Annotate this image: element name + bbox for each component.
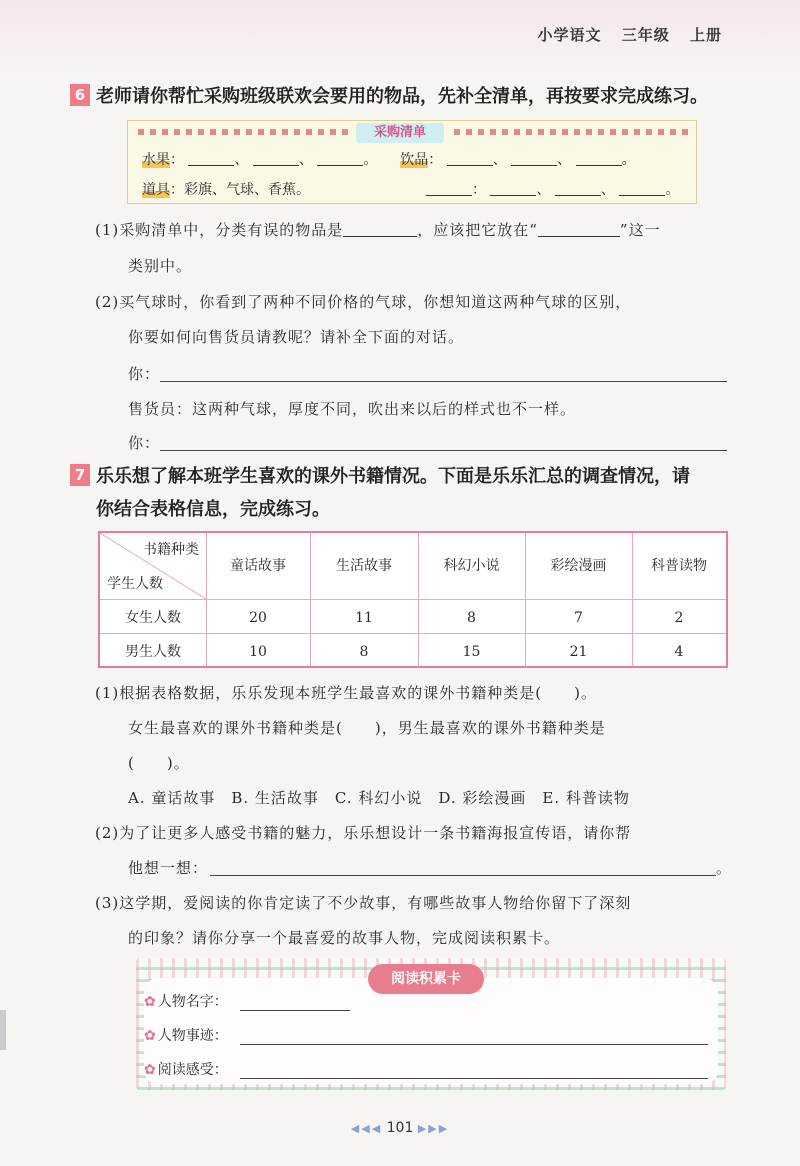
q6-part1-line1	[95, 217, 661, 243]
q7-p2-end: 。	[716, 859, 733, 877]
extra-blank-3[interactable]	[619, 181, 665, 196]
table-cell: 21	[569, 644, 588, 660]
fruit-end: 。	[363, 152, 378, 168]
table-cell: 11	[355, 610, 373, 626]
reading-row-deeds-label: 人物事迹：	[157, 1028, 228, 1044]
card-decoration-right	[454, 129, 688, 135]
slogan-answer-line[interactable]	[210, 874, 716, 876]
extra-blank-2[interactable]	[555, 181, 601, 196]
reading-row-name-label: 人物名字：	[157, 994, 228, 1010]
feeling-answer-line[interactable]	[240, 1077, 708, 1079]
q7-part2-line1: (2)为了让更多人感受书籍的魅力，乐乐想设计一条书籍海报宣传语，请你帮	[95, 824, 632, 842]
q7-p2-text: 他想一想：	[128, 859, 209, 877]
drink-blank-1[interactable]	[447, 151, 493, 166]
q7-number: 7	[70, 464, 90, 486]
header-grade: 三年级	[621, 26, 670, 44]
book-survey-table	[98, 531, 728, 668]
table-col-header: 科普读物	[651, 558, 707, 574]
table-col-header: 科幻小说	[443, 558, 500, 574]
table-cell: 15	[462, 644, 481, 660]
table-hline	[100, 633, 726, 634]
tools-items: ：彩旗、气球、香蕉。	[170, 182, 310, 198]
page-number: 101	[386, 1120, 414, 1136]
reading-card	[136, 958, 726, 1090]
q6-title	[70, 82, 708, 112]
q7-options: A. 童话故事 B. 生活故事 C. 科幻小说 D. 彩绘漫画 E. 科普读物	[128, 789, 630, 807]
table-cell: 10	[249, 644, 267, 660]
deeds-answer-line[interactable]	[240, 1043, 708, 1045]
q7-part3-line1: (3)这学期，爱阅读的你肯定读了不少故事，有哪些故事人物给你留下了深刻	[95, 894, 632, 912]
table-cell: 2	[674, 610, 684, 626]
drink-blank-3[interactable]	[576, 151, 622, 166]
fruit-sep-2: 、	[298, 152, 313, 168]
reading-row-name	[144, 992, 228, 1012]
drink-sep-1: 、	[492, 152, 507, 168]
q6-number: 6	[70, 84, 90, 106]
extra-sep-2: 、	[600, 182, 615, 198]
fruit-sep-1: 、	[234, 152, 249, 168]
q7-title-line1	[70, 462, 690, 492]
q6-title-text: 老师请你帮忙采购班级联欢会要用的物品，先补全清单，再按要求完成练习。	[96, 86, 708, 107]
list-row-fruit	[142, 149, 636, 169]
extra-sep-1: 、	[536, 182, 551, 198]
q7-title-line2: 你结合表格信息，完成练习。	[96, 499, 330, 520]
q7-part1-line2: 女生最喜欢的课外书籍种类是( )，男生最喜欢的课外书籍种类是	[128, 719, 606, 737]
star-icon: ✿	[144, 1028, 156, 1044]
drink-blank-2[interactable]	[511, 151, 557, 166]
q7-part2-line2	[128, 855, 208, 881]
table-cell: 20	[249, 610, 267, 626]
star-icon: ✿	[144, 994, 156, 1010]
table-corner-top: 书籍种类	[143, 542, 199, 558]
table-cell: 4	[674, 644, 684, 660]
table-cell: 7	[574, 610, 583, 626]
fruit-blank-3[interactable]	[317, 151, 363, 166]
reading-card-title: 阅读积累卡	[368, 964, 484, 994]
extra-category-blank[interactable]	[426, 181, 472, 196]
table-col-header: 童话故事	[230, 558, 286, 574]
table-cell: 8	[467, 610, 476, 626]
extra-end: 。	[665, 182, 680, 198]
q6-p1-text-c: ”这一	[619, 221, 661, 239]
table-row-label: 男生人数	[125, 644, 181, 660]
clerk-line: 售货员：这两种气球，厚度不同，吹出来以后的样式也不一样。	[128, 400, 577, 418]
table-hline	[100, 599, 726, 600]
you-label-1: 你：	[128, 365, 161, 383]
q7-part1-line1: (1)根据表格数据，乐乐发现本班学生最喜欢的课外书籍种类是( )。	[95, 684, 597, 702]
you-label-2: 你：	[128, 434, 161, 452]
shopping-list-card	[127, 120, 697, 204]
table-col-header: 彩绘漫画	[550, 558, 607, 574]
name-answer-line[interactable]	[240, 1009, 350, 1011]
reading-row-feeling	[144, 1060, 228, 1080]
q6-p1-text-a: (1)采购清单中，分类有误的物品是	[95, 221, 344, 239]
table-col-header: 生活故事	[336, 558, 392, 574]
star-icon: ✿	[144, 1062, 156, 1078]
table-corner-bottom: 学生人数	[107, 576, 163, 592]
q7-part3-line2: 的印象？请你分享一个最喜爱的故事人物，完成阅读积累卡。	[128, 929, 561, 947]
reading-row-feeling-label: 阅读感受：	[157, 1062, 228, 1078]
list-row-extra	[426, 179, 679, 199]
drink-sep-2: 、	[557, 152, 572, 168]
table-row-label: 女生人数	[125, 610, 181, 626]
reading-row-deeds	[144, 1026, 228, 1046]
shopping-list-title: 采购清单	[356, 123, 444, 143]
page-header	[0, 0, 800, 66]
header-subject: 小学语文	[537, 26, 602, 44]
q7-part1-line3: ( )。	[128, 754, 190, 772]
drink-end: 。	[621, 152, 636, 168]
q6-part2-line2: 你要如何向售货员请教呢？请补全下面的对话。	[128, 328, 465, 346]
card-decoration-left	[138, 129, 348, 135]
you-answer-line-2[interactable]	[160, 449, 727, 451]
fruit-blank-2[interactable]	[253, 151, 299, 166]
q6-p1-blank-item[interactable]	[343, 222, 417, 237]
header-volume: 上册	[689, 26, 722, 44]
q6-part2-line1: (2)买气球时，你看到了两种不同价格的气球，你想知道这两种气球的区别，	[95, 293, 632, 311]
fruit-colon: ：	[170, 152, 184, 168]
tools-label: 道具	[142, 182, 170, 198]
table-cell: 8	[359, 644, 369, 660]
page-footer	[0, 1120, 800, 1136]
q6-part1-line2: 类别中。	[128, 257, 193, 275]
next-arrows-icon: ▶▶▶	[417, 1122, 450, 1135]
q6-p1-text-b: ，应该把它放在“	[417, 221, 538, 239]
fruit-label: 水果	[142, 152, 170, 168]
prev-arrows-icon: ◀◀◀	[350, 1122, 383, 1135]
list-row-tools	[142, 179, 310, 199]
header-text	[523, 24, 722, 45]
page-edge-tab	[0, 1010, 6, 1050]
extra-colon: ：	[472, 182, 486, 198]
extra-blank-1[interactable]	[490, 181, 536, 196]
q7-title-text-a: 乐乐想了解本班学生喜欢的课外书籍情况。下面是乐乐汇总的调查情况，请	[96, 466, 690, 487]
drink-colon: ：	[428, 152, 443, 168]
drink-label: 饮品	[400, 152, 429, 168]
you-answer-line-1[interactable]	[160, 380, 727, 382]
fruit-blank-1[interactable]	[188, 151, 234, 166]
q6-p1-blank-category[interactable]	[538, 222, 620, 237]
